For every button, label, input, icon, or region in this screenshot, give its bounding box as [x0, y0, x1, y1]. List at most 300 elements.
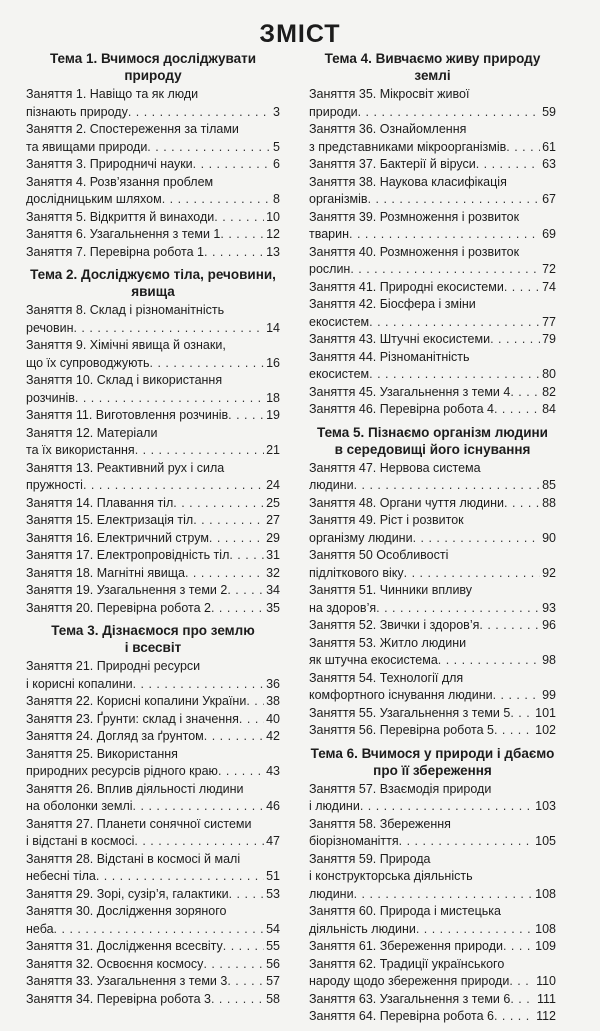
- toc-entry[interactable]: [309, 816, 556, 851]
- entry-text: з представниками мікроорганізмів: [309, 139, 507, 154]
- entry-text: Заняття 15. Електризація тіл: [26, 513, 194, 527]
- dot-leader: [476, 156, 540, 174]
- page-number: 6: [273, 157, 280, 171]
- entry-text: Заняття 50 Особливості: [309, 548, 449, 562]
- entry-text: Заняття 24. Догляд за ґрунтом: [26, 729, 204, 743]
- entry-text: комфортного існування людини: [309, 688, 493, 702]
- dot-leader: [369, 366, 540, 384]
- entry-text: Заняття 27. Планети сонячної системи: [26, 816, 252, 831]
- dot-leader: [504, 495, 540, 513]
- page-number: 21: [266, 443, 280, 457]
- entry-text: Заняття 2. Спостереження за тілами: [26, 122, 239, 136]
- dot-leader: [214, 209, 264, 227]
- entry-text: організму людини: [309, 530, 413, 545]
- entry-text: Заняття 47. Нервова система: [309, 460, 481, 475]
- entry-text: екосистем: [309, 367, 370, 381]
- section-title: [26, 622, 280, 656]
- toc-entry[interactable]: [26, 425, 280, 460]
- dot-leader: [404, 565, 540, 583]
- toc-entry[interactable]: [26, 302, 280, 337]
- toc-entry[interactable]: [26, 495, 280, 513]
- toc-section: [309, 424, 556, 740]
- toc-section: [309, 50, 556, 419]
- dot-leader: [209, 530, 264, 548]
- dot-leader: [193, 156, 271, 174]
- toc-entry[interactable]: [309, 495, 556, 513]
- entry-text: Заняття 54. Технології для: [309, 670, 464, 685]
- entry-text: розчинів: [26, 390, 75, 405]
- entry-text: Заняття 17. Електропровідність тіл: [26, 548, 230, 562]
- entry-text: та явищами природи: [26, 139, 148, 154]
- toc-entry[interactable]: [26, 156, 280, 174]
- dot-leader: [503, 938, 533, 956]
- toc-entry[interactable]: [26, 460, 280, 495]
- page-number: 67: [542, 192, 556, 206]
- section-title: [26, 50, 280, 84]
- toc-entry[interactable]: [26, 658, 280, 693]
- entry-text: підліткового віку: [309, 565, 404, 580]
- dot-leader: [211, 991, 264, 1009]
- toc-entry[interactable]: [309, 512, 556, 547]
- toc-entry[interactable]: [309, 722, 556, 740]
- entry-text: Заняття 55. Узагальнення з теми 5: [309, 705, 511, 720]
- page-number: 42: [266, 729, 280, 743]
- entry-text: Заняття 8. Склад і різноманітність: [26, 303, 225, 317]
- toc-entry[interactable]: [26, 991, 280, 1009]
- entry-text: Заняття 60. Природа і мистецька: [309, 904, 501, 918]
- toc-entry[interactable]: [26, 582, 280, 600]
- entry-text: Заняття 32. Освоєння космосу: [26, 956, 204, 971]
- entry-text: Заняття 63. Узагальнення з теми 6: [309, 991, 511, 1006]
- toc-entry[interactable]: [309, 851, 556, 904]
- page-number: 51: [266, 869, 280, 883]
- entry-text: Заняття 28. Відстані в космосі й малі: [26, 851, 241, 866]
- section-title-line: про її збереження: [373, 762, 492, 778]
- entry-text: природи: [309, 104, 358, 119]
- dot-leader: [413, 530, 541, 548]
- entry-text: Заняття 34. Перевірна робота 3: [26, 991, 211, 1006]
- entry-text: Заняття 44. Різноманітність: [309, 349, 470, 364]
- dot-leader: [354, 886, 534, 904]
- entry-text: Заняття 20. Перевірна робота 2: [26, 600, 211, 615]
- toc-entry[interactable]: [26, 746, 280, 781]
- entry-text: Заняття 13. Реактивний рух і сила: [26, 460, 225, 475]
- dot-leader: [185, 565, 264, 583]
- page-number: 46: [266, 799, 280, 813]
- page-number: 14: [266, 320, 280, 335]
- entry-text: неба: [26, 921, 54, 936]
- toc-entry[interactable]: [309, 903, 556, 938]
- toc-entry[interactable]: [26, 174, 280, 209]
- entry-text: Заняття 11. Виготовлення розчинів: [26, 408, 229, 422]
- toc-entry[interactable]: [26, 530, 280, 548]
- entry-text: Заняття 42. Біосфера і зміни: [309, 297, 476, 311]
- dot-leader: [360, 798, 533, 816]
- entry-text: Заняття 35. Мікросвіт живої: [309, 87, 470, 101]
- entry-text: Заняття 18. Магнітні явища: [26, 565, 185, 580]
- page-number: 72: [542, 262, 556, 276]
- dot-leader: [509, 973, 534, 991]
- dot-leader: [354, 477, 541, 495]
- page-number: 92: [542, 565, 556, 580]
- toc-entry[interactable]: [309, 401, 556, 419]
- entry-text: Заняття 52. Звички і здоров’я: [309, 618, 480, 632]
- dot-leader: [133, 676, 265, 694]
- toc-column-right: [309, 50, 556, 1031]
- dot-leader: [399, 833, 533, 851]
- entry-text: на здоров’я: [309, 600, 377, 615]
- entry-text: Заняття 59. Природа: [309, 851, 431, 866]
- toc-entry[interactable]: [309, 349, 556, 384]
- toc-entry[interactable]: [26, 209, 280, 227]
- page-number: 99: [542, 688, 556, 702]
- dot-leader: [376, 600, 540, 618]
- page-number: 29: [266, 530, 280, 545]
- toc-entry[interactable]: [26, 372, 280, 407]
- section-title-line: Тема 6. Вчимося у природи і дбаємо: [310, 745, 555, 761]
- page-number: 93: [542, 600, 556, 615]
- entry-text: Заняття 46. Перевірна робота 4: [309, 402, 494, 416]
- entry-text: Заняття 43. Штучні екосистеми: [309, 332, 491, 346]
- section-title-line: явища: [131, 284, 175, 299]
- entry-text: Заняття 64. Перевірна робота 6: [309, 1009, 494, 1023]
- entry-text: і корисні копалини: [26, 676, 133, 691]
- toc-entry[interactable]: [26, 565, 280, 583]
- entry-text: Заняття 21. Природні ресурси: [26, 659, 201, 673]
- dot-leader: [416, 921, 533, 939]
- page-number: 19: [266, 408, 280, 422]
- entry-text: Заняття 16. Електричний струм: [26, 530, 209, 545]
- entry-text: небесні тіла: [26, 869, 96, 883]
- toc-entry[interactable]: [26, 728, 280, 746]
- page-number: 102: [535, 723, 556, 737]
- dot-leader: [227, 582, 264, 600]
- toc-entry[interactable]: [26, 86, 280, 121]
- dot-leader: [438, 652, 540, 670]
- page-number: 103: [535, 799, 556, 813]
- page-number: 108: [535, 886, 556, 901]
- page-number: 35: [266, 600, 280, 615]
- page-number: 27: [266, 513, 280, 527]
- entry-text: Заняття 49. Ріст і розвиток: [309, 513, 464, 527]
- page-number: 55: [266, 939, 280, 953]
- toc-entry[interactable]: [309, 296, 556, 331]
- page-number: 82: [542, 384, 556, 399]
- dot-leader: [218, 763, 264, 781]
- toc-entry[interactable]: [309, 86, 556, 121]
- toc-entry[interactable]: [26, 851, 280, 886]
- entry-text: біорізноманіття: [309, 834, 399, 848]
- entry-text: Заняття 14. Плавання тіл: [26, 495, 174, 510]
- entry-text: Заняття 48. Органи чуття людини: [309, 495, 504, 510]
- entry-text: і конструкторська діяльність: [309, 869, 473, 883]
- page-number: 12: [266, 227, 280, 241]
- toc-entry[interactable]: [26, 956, 280, 974]
- toc-entry[interactable]: [309, 460, 556, 495]
- toc-entry[interactable]: [309, 781, 556, 816]
- toc-entry[interactable]: [26, 781, 280, 816]
- dot-leader: [54, 921, 265, 939]
- toc-entry[interactable]: [309, 174, 556, 209]
- page-number: 63: [542, 157, 556, 171]
- entry-text: і відстані в космосі: [26, 834, 135, 848]
- toc-entry[interactable]: [26, 337, 280, 372]
- entry-text: Заняття 22. Корисні копалини України: [26, 694, 247, 708]
- dot-leader: [504, 279, 540, 297]
- toc-entry[interactable]: [309, 670, 556, 705]
- entry-text: Заняття 30. Дослідження зоряного: [26, 904, 227, 918]
- entry-text: Заняття 37. Бактерії й віруси: [309, 157, 476, 171]
- entry-text: людини: [309, 478, 354, 492]
- toc-entry[interactable]: [26, 121, 280, 156]
- page-number: 56: [266, 956, 280, 971]
- dot-leader: [490, 331, 540, 349]
- page-title: ЗМІСТ: [259, 20, 341, 48]
- dot-leader: [229, 547, 264, 565]
- dot-leader: [510, 384, 540, 402]
- toc-entry[interactable]: [309, 547, 556, 582]
- dot-leader: [135, 442, 264, 460]
- section-title-line: природу: [124, 68, 182, 83]
- entry-text: Заняття 29. Зорі, сузір’я, галактики: [26, 886, 229, 901]
- entry-text: пізнають природу: [26, 104, 128, 119]
- entry-text: Заняття 4. Розв’язання проблем: [26, 174, 214, 189]
- dot-leader: [204, 244, 264, 262]
- entry-text: і людини: [309, 799, 360, 813]
- toc-entry[interactable]: [309, 384, 556, 402]
- entry-text: екосистем: [309, 314, 370, 329]
- dot-leader: [220, 226, 264, 244]
- dot-leader: [510, 991, 535, 1009]
- entry-text: Заняття 53. Житло людини: [309, 635, 467, 650]
- toc-entry[interactable]: [309, 705, 556, 723]
- entry-text: Заняття 25. Використання: [26, 746, 178, 761]
- dot-leader: [134, 833, 264, 851]
- entry-text: рослин: [309, 262, 351, 276]
- toc-entry[interactable]: [26, 903, 280, 938]
- toc-entry[interactable]: [309, 938, 556, 956]
- entry-text: Заняття 23. Ґрунти: склад і значення: [26, 711, 239, 726]
- page-number: 85: [542, 478, 556, 492]
- page-number: 47: [266, 834, 280, 848]
- toc-entry[interactable]: [26, 886, 280, 904]
- entry-text: Заняття 56. Перевірна робота 5: [309, 723, 494, 737]
- page-number: 40: [266, 711, 280, 726]
- toc-entry[interactable]: [26, 547, 280, 565]
- toc-entry[interactable]: [26, 938, 280, 956]
- page-number: 77: [542, 314, 556, 329]
- page-number: 5: [273, 139, 280, 154]
- dot-leader: [150, 355, 265, 373]
- entry-text: Заняття 26. Вплив діяльності людини: [26, 781, 244, 796]
- dot-leader: [494, 1008, 534, 1026]
- page-number: 3: [273, 104, 280, 119]
- entry-text: Заняття 61. Збереження природи: [309, 939, 503, 953]
- entry-text: пружності: [26, 478, 83, 492]
- dot-leader: [494, 401, 540, 419]
- entry-text: Заняття 1. Навіщо та як люди: [26, 87, 199, 101]
- page-number: 61: [542, 139, 556, 154]
- dot-leader: [162, 191, 271, 209]
- section-title-line: Тема 3. Дізнаємося про землю: [51, 623, 255, 638]
- dot-leader: [358, 104, 540, 122]
- toc-entry[interactable]: [309, 279, 556, 297]
- dot-leader: [246, 693, 264, 711]
- entry-text: на оболонки землі: [26, 799, 133, 813]
- page-number: 18: [266, 390, 280, 405]
- toc-entry[interactable]: [309, 244, 556, 279]
- dot-leader: [239, 711, 264, 729]
- dot-leader: [223, 938, 264, 956]
- toc-entry[interactable]: [26, 244, 280, 262]
- page-number: 31: [266, 548, 280, 562]
- entry-text: Заняття 12. Матеріали: [26, 425, 158, 440]
- page-number: 13: [266, 244, 280, 259]
- dot-leader: [368, 191, 541, 209]
- entry-text: речовин: [26, 320, 74, 335]
- page-number: 112: [536, 1009, 556, 1023]
- toc-entry[interactable]: [26, 512, 280, 530]
- toc-entry[interactable]: [309, 331, 556, 349]
- page-number: 69: [542, 227, 556, 241]
- dot-leader: [349, 226, 540, 244]
- dot-leader: [493, 687, 541, 705]
- dot-leader: [227, 973, 264, 991]
- page-number: 24: [266, 478, 280, 492]
- entry-text: Заняття 7. Перевірна робота 1: [26, 244, 205, 259]
- dot-leader: [128, 104, 271, 122]
- page-number: 57: [266, 974, 280, 988]
- page-number: 101: [535, 705, 556, 720]
- dot-leader: [229, 886, 264, 904]
- entry-text: Заняття 62. Традиції українського: [309, 956, 505, 971]
- toc-entry[interactable]: [309, 991, 556, 1009]
- entry-text: Заняття 6. Узагальнення з теми 1: [26, 227, 221, 241]
- toc-entry[interactable]: [309, 617, 556, 635]
- toc-entry[interactable]: [309, 956, 556, 991]
- section-title: [309, 745, 556, 779]
- section-title-line: Тема 5. Пізнаємо організм людини: [317, 424, 548, 440]
- toc-entry[interactable]: [26, 693, 280, 711]
- toc-entry[interactable]: [26, 711, 280, 729]
- dot-leader: [204, 728, 264, 746]
- page-number: 108: [535, 921, 556, 936]
- page-number: 79: [542, 332, 556, 346]
- entry-text: тварин: [309, 227, 350, 241]
- toc-entry[interactable]: [309, 1008, 556, 1026]
- toc-entry[interactable]: [309, 209, 556, 244]
- toc-entry[interactable]: [309, 156, 556, 174]
- page-number: 90: [542, 530, 556, 545]
- page-number: 105: [535, 834, 556, 848]
- toc-entry[interactable]: [26, 226, 280, 244]
- dot-leader: [510, 705, 533, 723]
- toc-entry[interactable]: [26, 407, 280, 425]
- dot-leader: [75, 390, 264, 408]
- entry-text: людини: [309, 886, 354, 901]
- entry-text: Заняття 36. Ознайомлення: [309, 122, 467, 136]
- dot-leader: [350, 261, 540, 279]
- entry-text: Заняття 31. Дослідження всесвіту: [26, 939, 223, 953]
- entry-text: Заняття 51. Чинники впливу: [309, 583, 473, 597]
- dot-leader: [133, 798, 265, 816]
- entry-text: Заняття 40. Розмноження і розвиток: [309, 244, 520, 259]
- page-number: 84: [542, 402, 556, 416]
- entry-text: природних ресурсів рідного краю: [26, 764, 218, 778]
- page-number: 38: [266, 694, 280, 708]
- page-number: 16: [266, 355, 280, 370]
- page-number: 88: [542, 495, 556, 510]
- entry-text: Заняття 58. Збереження: [309, 816, 451, 831]
- dot-leader: [83, 477, 264, 495]
- dot-leader: [73, 320, 264, 338]
- page-number: 53: [266, 886, 280, 901]
- section-title-line: в середовищі його існування: [334, 441, 531, 457]
- toc-entry[interactable]: [309, 582, 556, 617]
- toc-section: [309, 745, 556, 1026]
- dot-leader: [479, 617, 540, 635]
- section-title: [309, 424, 556, 458]
- page-number: 43: [266, 764, 280, 778]
- page-number: 96: [542, 618, 556, 632]
- toc-entry[interactable]: [26, 973, 280, 991]
- dot-leader: [494, 722, 533, 740]
- toc-entry[interactable]: [26, 600, 280, 618]
- page-number: 98: [542, 653, 556, 667]
- entry-text: як штучна екосистема: [309, 653, 438, 667]
- entry-text: що їх супроводжують: [26, 355, 150, 370]
- section-title-line: Тема 2. Досліджуємо тіла, речовини,: [30, 267, 276, 282]
- page-number: 109: [535, 939, 556, 953]
- entry-text: Заняття 41. Природні екосистеми: [309, 279, 504, 294]
- page-number: 110: [536, 974, 556, 988]
- entry-text: Заняття 19. Узагальнення з теми 2: [26, 583, 228, 597]
- entry-text: народу щодо збереження природи: [309, 974, 510, 988]
- toc-column-left: [26, 50, 280, 1013]
- page-number: 58: [266, 991, 280, 1006]
- entry-text: Заняття 45. Узагальнення з теми 4: [309, 384, 511, 399]
- page-number: 54: [266, 921, 280, 936]
- toc-entry[interactable]: [309, 121, 556, 156]
- toc-section: [26, 50, 280, 261]
- section-title-line: Тема 1. Вчимося досліджувати: [49, 51, 257, 66]
- toc-entry[interactable]: [26, 816, 280, 851]
- entry-text: діяльність людини: [309, 921, 416, 936]
- page-number: 74: [542, 279, 556, 294]
- dot-leader: [228, 407, 264, 425]
- dot-leader: [173, 495, 264, 513]
- page-number: 32: [266, 565, 280, 580]
- dot-leader: [193, 512, 264, 530]
- dot-leader: [147, 139, 271, 157]
- dot-leader: [369, 314, 540, 332]
- page-number: 111: [536, 991, 556, 1006]
- dot-leader: [96, 868, 264, 886]
- page-number: 34: [266, 583, 280, 597]
- toc-entry[interactable]: [309, 635, 556, 670]
- entry-text: Заняття 33. Узагальнення з теми 3: [26, 974, 228, 988]
- section-title: [26, 266, 280, 300]
- page-number: 8: [273, 192, 280, 206]
- entry-text: організмів: [309, 192, 368, 206]
- entry-text: та їх використання: [26, 443, 135, 457]
- section-title-line: Тема 4. Вивчаємо живу природу землі: [324, 51, 541, 83]
- entry-text: Заняття 39. Розмноження і розвиток: [309, 209, 520, 224]
- page-number: 59: [542, 104, 556, 119]
- entry-text: Заняття 38. Наукова класифікація: [309, 174, 507, 189]
- page-number: 25: [266, 495, 280, 510]
- page-number: 10: [266, 209, 280, 224]
